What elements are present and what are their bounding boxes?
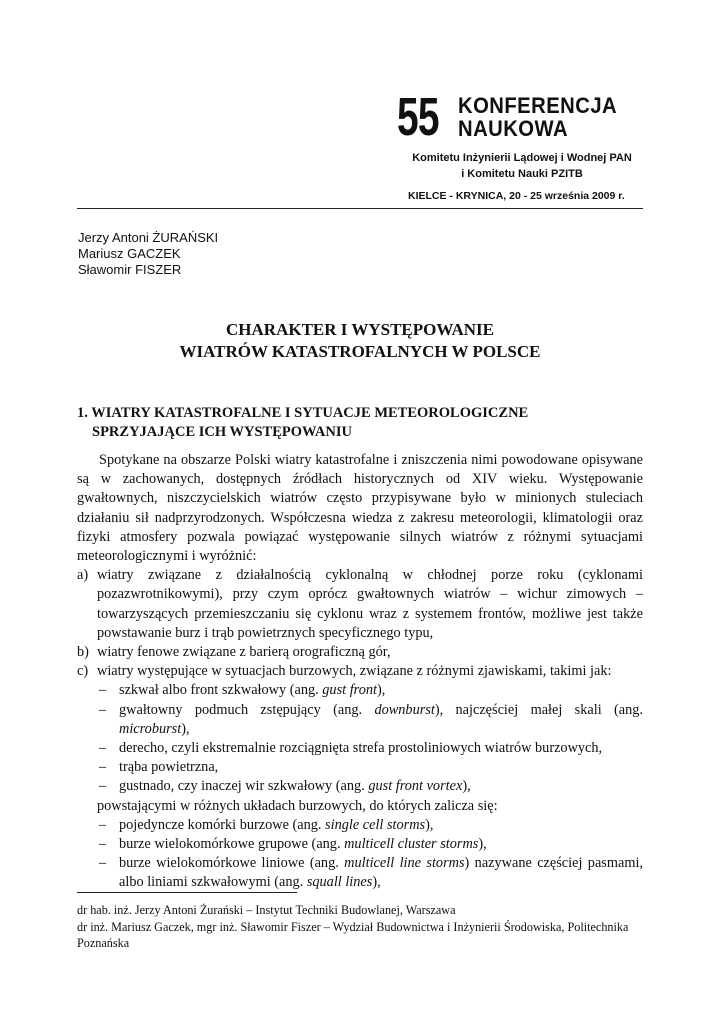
dash-term: single cell storms bbox=[325, 816, 426, 833]
dash-item-multicell-cluster bbox=[77, 835, 643, 854]
paper-title-line1: CHARAKTER I WYSTĘPOWANIE bbox=[226, 320, 494, 339]
footnotes bbox=[77, 902, 643, 952]
list-item-a bbox=[77, 566, 643, 643]
conference-committee bbox=[397, 150, 647, 182]
list-text-c: wiatry występujące w sytuacjach burzowych, związane z różnymi zjawiskami, takimi jak: bbox=[97, 663, 612, 680]
dash-item-single-cell bbox=[77, 816, 643, 835]
footnote-divider bbox=[77, 892, 297, 893]
dash-item-gustnado bbox=[77, 777, 643, 796]
paper-title bbox=[77, 319, 643, 363]
intro-paragraph: Spotykane na obszarze Polski wiatry katastrofalne i zniszczenia nimi powodowane opisywane są w zachowanych, dostępnych źródłach historycznych od XIV wieku. Występowanie gwałtownych, niszczycielskich wiatrów często przypisywane było w minionych stuleciach działaniu sił nadprzyrodzonych. Współczesna wiedza z zakresu meteorologii, klimatologii oraz fizyki atmosfery pozwala powiązać występowanie silnych wiatrów z różnymi sytuacjami meteorologicznymi i wyróżnić: bbox=[77, 452, 643, 565]
dash-text: szkwał albo front szkwałowy (ang. bbox=[119, 682, 323, 699]
section-heading-line2: SPRZYJAJĄCE ICH WYSTĘPOWANIU bbox=[92, 424, 352, 440]
dash-text: gustnado, czy inaczej wir szkwałowy (ang. bbox=[119, 778, 369, 795]
dash-term: squall lines bbox=[306, 874, 373, 891]
storm-systems-intro: powstającymi w różnych układach burzowych, do których zalicza się: bbox=[97, 797, 498, 814]
section-body bbox=[77, 451, 643, 893]
list-text-a: wiatry związane z działalnością cyklonalną w chłodnej porze roku (cyklonami pozazwrotnikowymi), przy czym oprócz gwałtownych wiatrów – wichur zimowych – towarzyszących przemieszczaniu się cyklonu wraz z systemem frontów, możliwe jest także powstawanie burz i trąb powietrznych specyficznego typu, bbox=[97, 567, 643, 641]
dash-marker: – bbox=[99, 759, 107, 776]
dash-text: ), bbox=[376, 682, 386, 699]
dash-text: ), bbox=[462, 778, 471, 795]
author-list bbox=[78, 230, 218, 278]
list-marker-a: a) bbox=[77, 567, 89, 584]
conference-title-line2: NAUKOWA bbox=[458, 116, 569, 141]
dash-text: ), bbox=[478, 836, 487, 853]
dash-marker: – bbox=[99, 778, 107, 795]
committee-line1: Komitetu Inżynierii Lądowej i Wodnej PAN bbox=[412, 152, 632, 164]
dash-item-downburst bbox=[77, 701, 643, 739]
committee-line2: i Komitetu Nauki PZITB bbox=[461, 168, 583, 180]
conference-place-date: KIELCE - KRYNICA, 20 - 25 września 2009 r. bbox=[408, 190, 625, 202]
author-1: Jerzy Antoni ŻURAŃSKI bbox=[78, 230, 219, 245]
conference-title bbox=[458, 94, 617, 140]
dash-text: ), bbox=[181, 720, 190, 737]
dash-term: microburst bbox=[119, 720, 182, 737]
dash-term: gust front bbox=[322, 682, 377, 699]
list-item-b bbox=[77, 643, 643, 662]
dash-marker: – bbox=[99, 701, 107, 718]
dash-text: gwałtowny podmuch zstępujący (ang. bbox=[119, 701, 375, 718]
dash-marker: – bbox=[99, 682, 107, 699]
dash-text: ), bbox=[425, 816, 434, 833]
dash-item-tornado bbox=[77, 758, 643, 777]
list-text-b: wiatry fenowe związane z barierą orograficzną gór, bbox=[97, 644, 391, 661]
dash-term: gust front vortex bbox=[368, 778, 463, 795]
section-heading bbox=[77, 404, 643, 442]
list-marker-b: b) bbox=[77, 644, 89, 661]
dash-marker: – bbox=[99, 855, 107, 872]
header-divider bbox=[77, 208, 643, 209]
dash-text: burze wielokomórkowe grupowe (ang. bbox=[119, 836, 345, 853]
dash-text: derecho, czyli ekstremalnie rozciągnięta strefa prostoliniowych wiatrów burzowych, bbox=[119, 740, 603, 757]
conference-title-line1: KONFERENCJA bbox=[458, 93, 618, 118]
section-heading-line1: 1. WIATRY KATASTROFALNE I SYTUACJE METEOROLOGICZNE bbox=[77, 405, 529, 421]
dash-item-multicell-line bbox=[77, 854, 643, 892]
dash-marker: – bbox=[99, 836, 107, 853]
dash-text: ), najczęściej małej skali (ang. bbox=[434, 701, 644, 718]
list-marker-c: c) bbox=[77, 663, 89, 680]
dash-term: downburst bbox=[374, 701, 435, 718]
dash-text: pojedyncze komórki burzowe (ang. bbox=[119, 816, 326, 833]
footnote-1: dr hab. inż. Jerzy Antoni Żurański – Instytut Techniki Budowlanej, Warszawa bbox=[77, 903, 456, 917]
dash-text: trąba powietrzna, bbox=[119, 759, 219, 776]
author-2: Mariusz GACZEK bbox=[78, 246, 181, 261]
dash-text: burze wielokomórkowe liniowe (ang. bbox=[119, 855, 345, 872]
dash-marker: – bbox=[99, 740, 107, 757]
dash-term: multicell cluster storms bbox=[344, 836, 479, 853]
list-item-c bbox=[77, 662, 643, 681]
paper-title-line2: WIATRÓW KATASTROFALNYCH W POLSCE bbox=[179, 342, 541, 361]
conference-number: 55 bbox=[397, 87, 439, 147]
dash-text: ) nazywane częściej pasmami, albo liniami szkwałowymi (ang. bbox=[119, 855, 643, 891]
dash-term: multicell line storms bbox=[344, 855, 465, 872]
dash-marker: – bbox=[99, 816, 107, 833]
dash-item-squall bbox=[77, 681, 643, 700]
author-3: Sławomir FISZER bbox=[78, 262, 182, 277]
footnote-2: dr inż. Mariusz Gaczek, mgr inż. Sławomir Fiszer – Wydział Budownictwa i Inżynierii Środowiska, Politechnika Poznańska bbox=[77, 919, 629, 950]
dash-text: ), bbox=[372, 874, 381, 891]
dash-item-derecho bbox=[77, 739, 643, 758]
